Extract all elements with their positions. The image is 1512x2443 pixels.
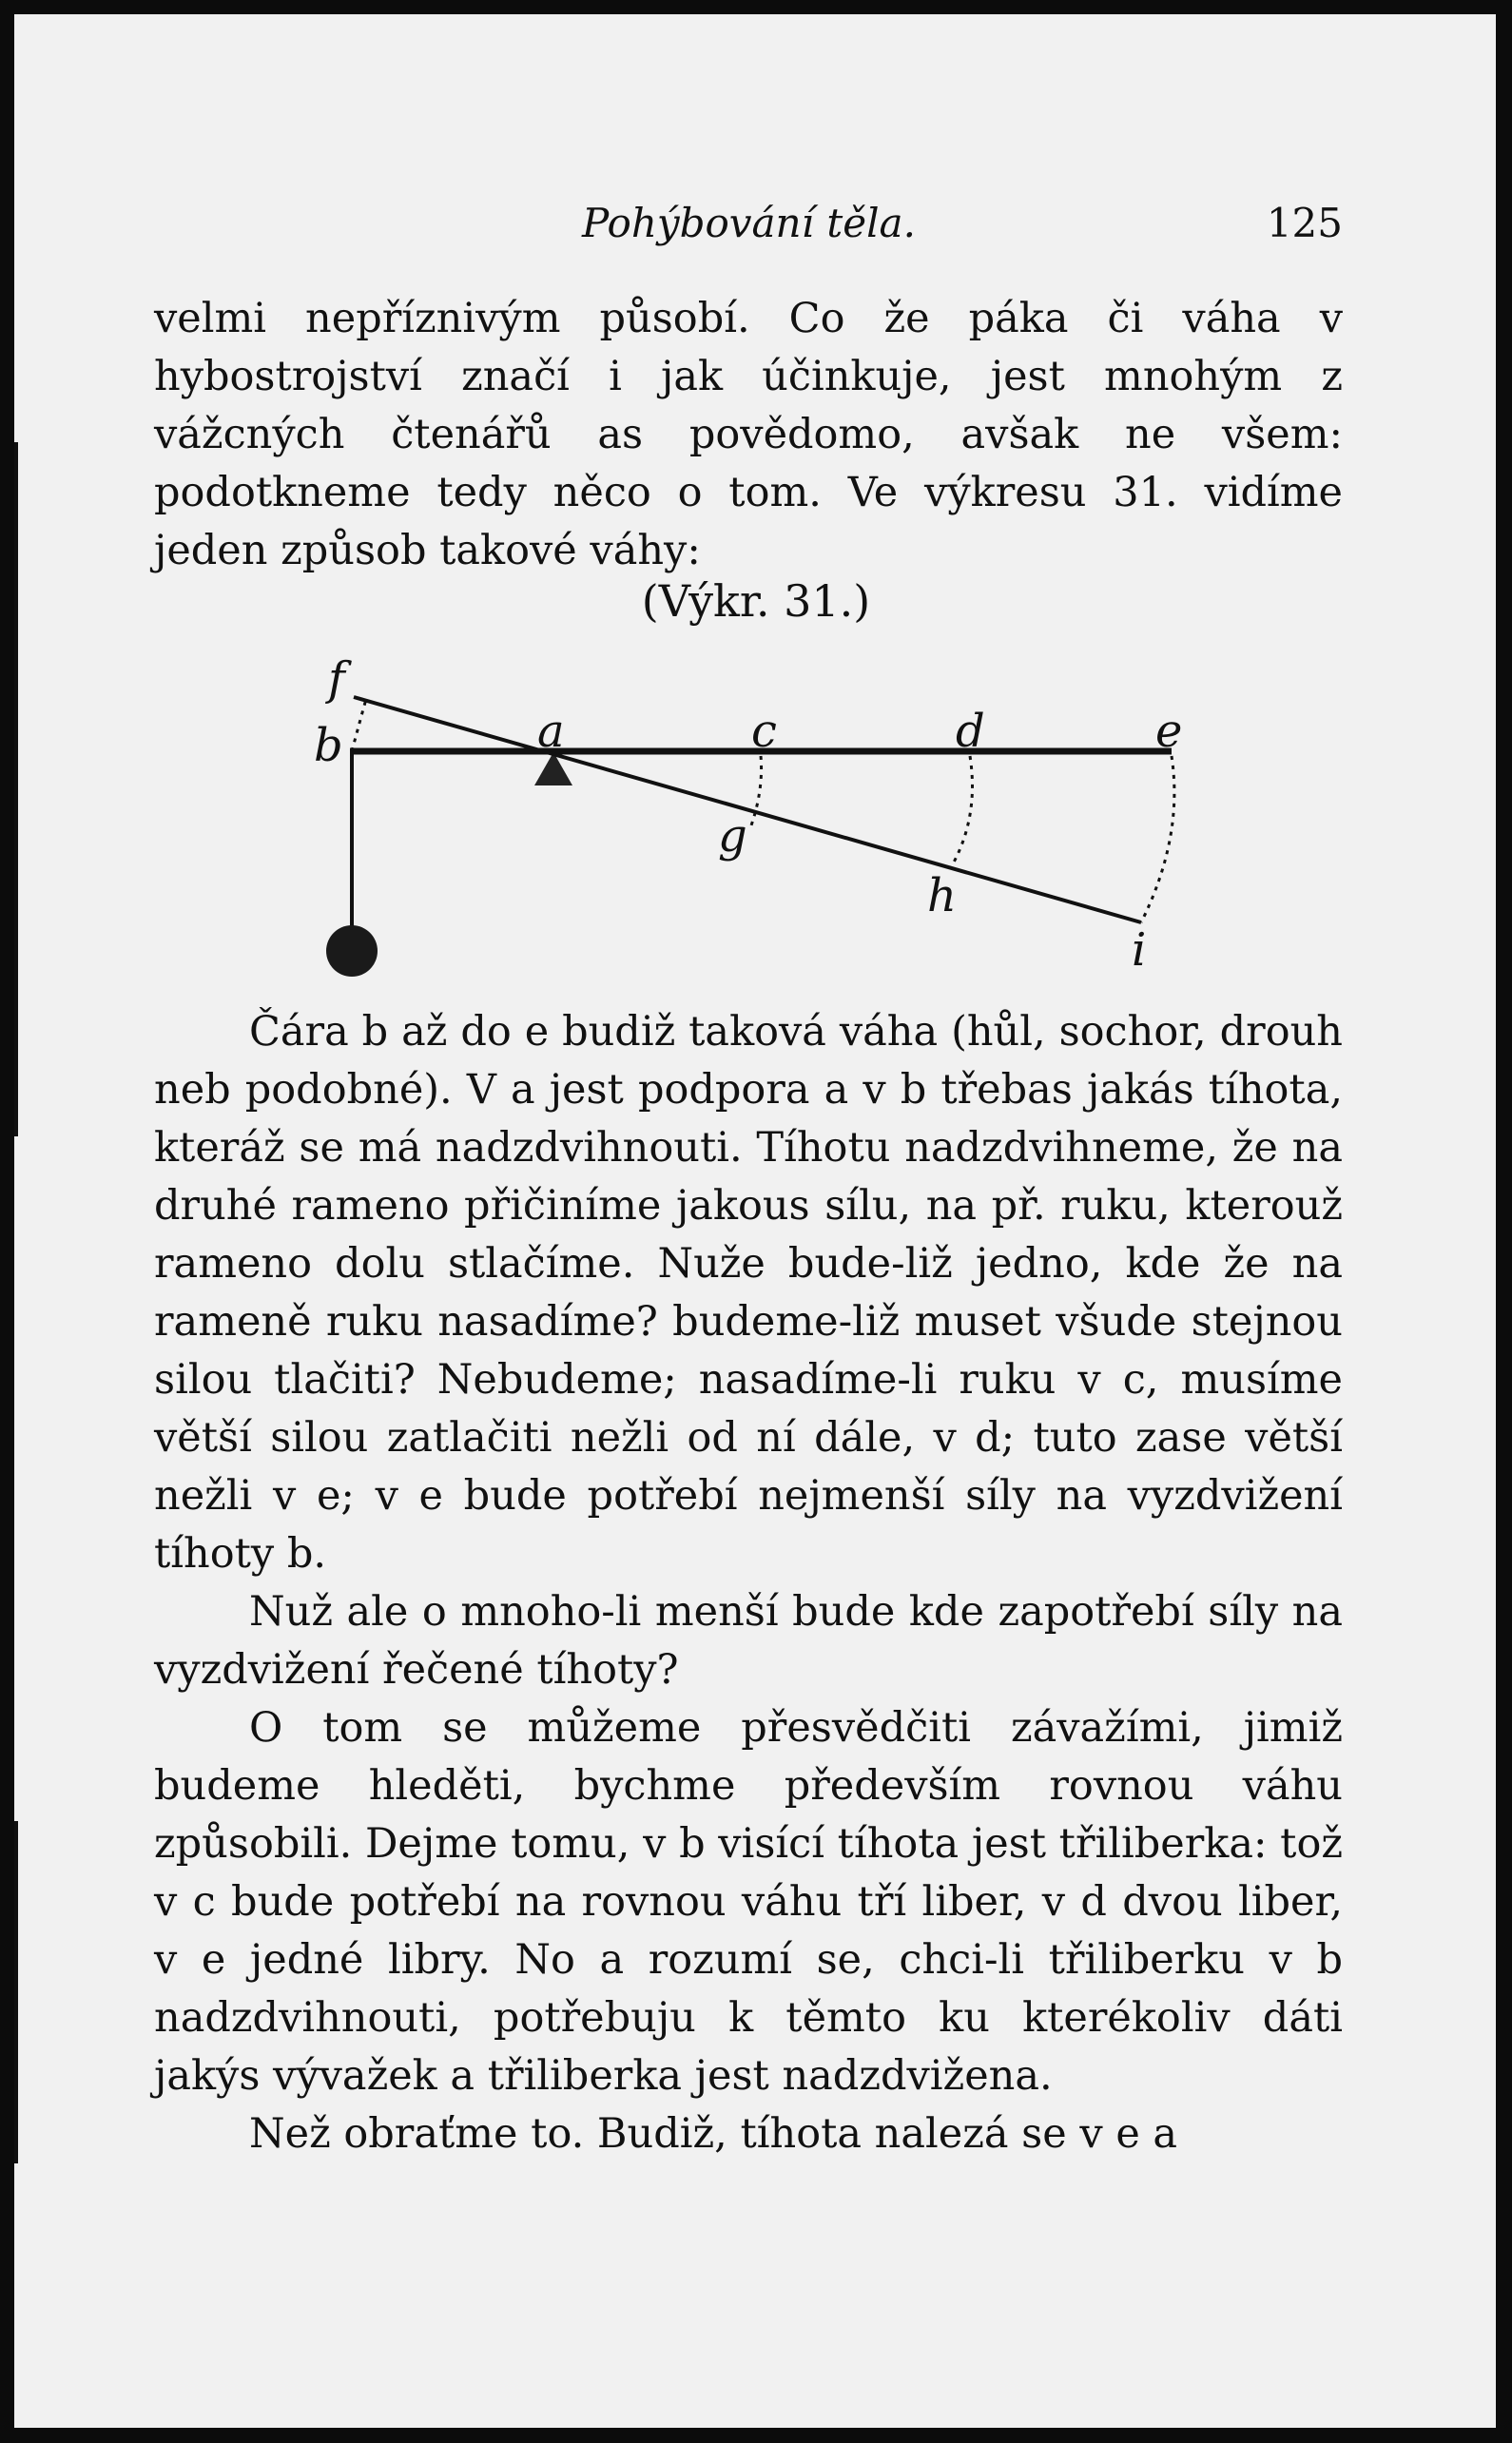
arc-b-f (352, 699, 366, 751)
label-i: i (1132, 923, 1147, 977)
paragraph-text: Nuž ale o mnoho-li menší bude kde zapotřebí síly na vyzdvižení řečené tíhoty? (154, 1588, 1343, 1694)
arc-d-h (951, 756, 973, 867)
paragraph-text: Čára b až do e budiž taková váha (hůl, sochor, drouh neb podobné). V a jest podpora a v b třebas jakás tíhota, kteráž se má nadzdvihnouti. Tíhotu nadzdvihneme, že na druhé rameno přičiníme jakous sílu, na př. ruku, kterouž rameno dolu stlačíme. Nuže bude-liž jedno, kde že na rameně ruku nasadíme? budeme-liž muset všude stejnou silou tlačiti? Nebudeme; nasadíme-li ruku v c, musíme větší silou zatlačiti nežli od ní dále, v d; tuto zase větší nežli v e; v e bude potřebí nejmenší síly na vyzdvižení tíhoty b. (154, 1008, 1343, 1578)
paragraph-text: Než obraťme to. Budiž, tíhota nalezá se v e a (249, 2110, 1178, 2158)
label-c: c (751, 705, 777, 758)
body-text (154, 1003, 1343, 2163)
running-title: Pohýbování těla. (582, 200, 916, 246)
arc-e-i (1141, 756, 1174, 922)
label-g: g (718, 809, 747, 863)
paragraph-text: O tom se můžeme přesvědčiti závažími, jimiž budeme hleděti, bychme především rovnou váhu způsobili. Dejme tomu, v b visící tíhota jest třiliberka: tož v c bude potřebí na rovnou váhu tří liber, v d dvou liber, v e jedné libry. No a rozumí se, chci-li třiliberku v b nadzdvihnouti, potřebuju k těmto ku kterékoliv dáti jakýs vývažek a třiliberka jest nadzdvižena. (154, 1704, 1343, 2100)
label-f: f (328, 652, 345, 706)
tilted-lever-line (354, 697, 1141, 922)
figure-caption: (Výkr. 31.) (641, 575, 871, 627)
paragraph-text: velmi nepříznivým působí. Co že páka či váha v hybostrojství značí i jak účinkuje, jest mnohým z vážcných čtenářů as povědomo, avšak ne všem: podotkneme tedy něco o tom. Ve výkresu 31. vidíme jeden způsob takové váhy: (154, 295, 1343, 574)
label-e: e (1155, 705, 1183, 758)
label-h: h (927, 869, 957, 922)
label-a: a (537, 705, 565, 758)
weight-ball (326, 925, 378, 977)
page-number: 125 (1266, 200, 1343, 246)
label-b: b (314, 719, 343, 772)
label-d: d (956, 705, 985, 758)
